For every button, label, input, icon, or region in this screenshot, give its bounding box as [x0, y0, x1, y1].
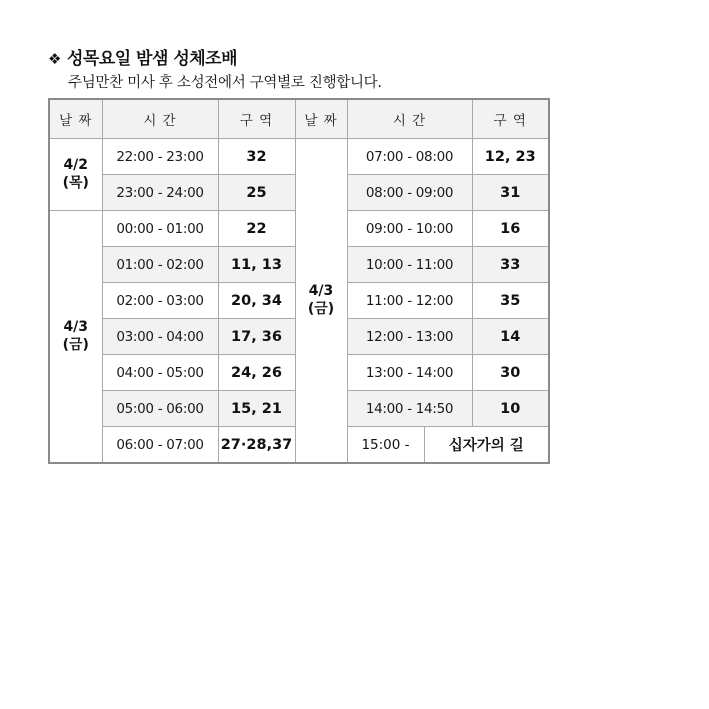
zone-cell: 십자가의 길 [448, 438, 524, 454]
time-cell: 12:00 - 13:00 [347, 319, 472, 355]
zone-cell: 32 [218, 139, 295, 175]
header-date-2: 날 짜 [295, 99, 347, 139]
time-cell: 22:00 - 23:00 [102, 139, 218, 175]
zone-cell: 17, 36 [218, 319, 295, 355]
time-cell: 07:00 - 08:00 [347, 139, 472, 175]
stations-of-cross-cell [347, 427, 549, 464]
date-weekday: (금) [307, 300, 335, 317]
zone-cell: 12, 23 [472, 139, 549, 175]
time-cell: 00:00 - 01:00 [102, 211, 218, 247]
time-cell: 15:00 - [348, 427, 425, 462]
zone-cell: 16 [472, 211, 549, 247]
time-cell: 13:00 - 14:00 [347, 355, 472, 391]
header-zone: 구 역 [218, 99, 295, 139]
table-row [49, 139, 549, 175]
diamond-bullet-icon: ❖ [48, 50, 61, 68]
date-cell-fri-2 [295, 139, 347, 464]
zone-cell: 20, 34 [218, 283, 295, 319]
zone-cell: 35 [472, 283, 549, 319]
time-cell: 02:00 - 03:00 [102, 283, 218, 319]
time-cell: 11:00 - 12:00 [347, 283, 472, 319]
zone-cell: 14 [472, 319, 549, 355]
time-cell: 01:00 - 02:00 [102, 247, 218, 283]
date-cell-thu [49, 139, 102, 211]
time-cell: 03:00 - 04:00 [102, 319, 218, 355]
time-cell: 14:00 - 14:50 [347, 391, 472, 427]
header-zone-2: 구 역 [472, 99, 549, 139]
section-subheading: 주님만찬 미사 후 소성전에서 구역별로 진행합니다. [68, 75, 382, 91]
zone-cell: 22 [218, 211, 295, 247]
header-time: 시 간 [102, 99, 218, 139]
zone-cell: 33 [472, 247, 549, 283]
date-weekday: (금) [62, 336, 89, 353]
header-date: 날 짜 [49, 99, 102, 139]
time-cell: 05:00 - 06:00 [102, 391, 218, 427]
date-cell-fri [49, 211, 102, 464]
date-day: 4/3 [308, 283, 334, 299]
date-weekday: (목) [62, 174, 89, 191]
time-cell: 10:00 - 11:00 [347, 247, 472, 283]
time-cell: 06:00 - 07:00 [102, 427, 218, 464]
zone-cell: 10 [472, 391, 549, 427]
heading-title: 성목요일 밤샘 성체조배 [66, 49, 238, 69]
zone-cell: 15, 21 [218, 391, 295, 427]
time-cell: 09:00 - 10:00 [347, 211, 472, 247]
zone-cell: 11, 13 [218, 247, 295, 283]
time-cell: 04:00 - 05:00 [102, 355, 218, 391]
date-day: 4/2 [63, 157, 89, 173]
time-cell: 08:00 - 09:00 [347, 175, 472, 211]
zone-cell: 30 [472, 355, 549, 391]
adoration-schedule-table [48, 98, 550, 464]
header-time-2: 시 간 [347, 99, 472, 139]
time-cell: 23:00 - 24:00 [102, 175, 218, 211]
zone-cell: 31 [472, 175, 549, 211]
date-day: 4/3 [63, 319, 89, 335]
zone-cell: 25 [218, 175, 295, 211]
table-header-row [49, 99, 549, 139]
zone-cell: 24, 26 [218, 355, 295, 391]
zone-cell: 27·28,37 [218, 427, 295, 464]
section-heading [48, 44, 237, 69]
